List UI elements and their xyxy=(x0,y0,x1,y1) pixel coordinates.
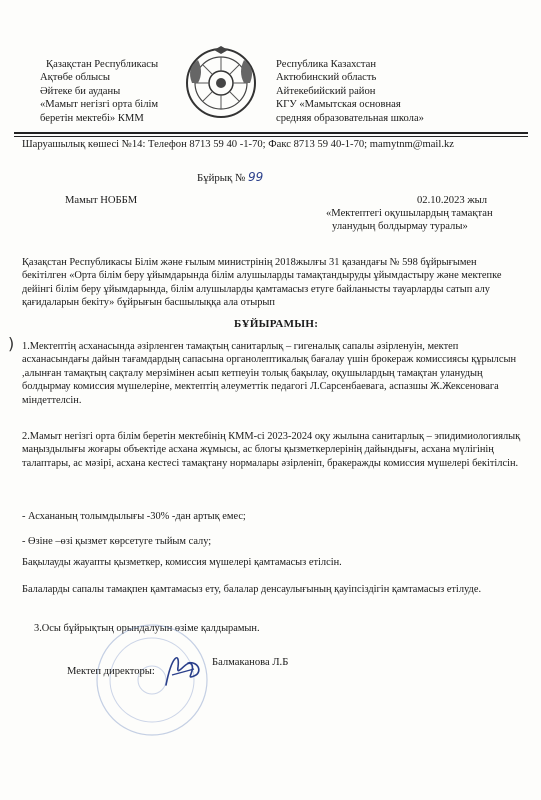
handwritten-signature xyxy=(158,645,208,695)
header-left-line: Қазақстан Республикасы xyxy=(46,59,159,70)
director-label: Мектеп директоры: xyxy=(67,666,155,677)
decree-title: БҰЙЫРАМЫН: xyxy=(234,318,319,330)
intro-paragraph: Қазақстан Республикасы Білім және ғылым министрінің 2018жылғы 31 қазандағы № 598 бұйрығымен бекітілген «Орта білім беру ұйымдарында білім алушыларды тамақтандыруды ұйымдастыру және мектепке дейінгі білім беру ұйымдарында, білім алушыларды қамтамасыз етуге байланысты тауарларды сатып алу қағидаларын бекіту» бұйрығын басшылыққа ала отырып xyxy=(22,257,502,308)
header-left-line: Ақтөбе облысы xyxy=(40,72,110,84)
header-left-line: Әйтеке би ауданы xyxy=(40,85,121,97)
order-number-value: 99 xyxy=(247,170,264,184)
order-subject xyxy=(326,207,526,233)
bullet-self-service: - Өзіне –өзі қызмет көрсетуге тыйым салу; xyxy=(22,536,212,547)
order-number xyxy=(197,170,263,184)
contact-line: Шаруашылық көшесі №14: Телефон 8713 59 40 -1-70; Факс 8713 59 40-1-70; mamytnm@mail.kz xyxy=(22,139,454,150)
order-item-3: 3.Осы бұйрықтың орындалуын өзіме қалдырамын. xyxy=(34,623,260,634)
state-emblem-icon xyxy=(184,46,258,120)
director-name: Балмаканова Л.Б xyxy=(212,657,289,668)
header-right-line: Актюбинский область xyxy=(276,72,377,84)
margin-mark: ) xyxy=(8,334,15,353)
header-russian xyxy=(276,58,516,125)
header-right-line: Айтекебийский район xyxy=(276,85,376,97)
header-right-line: средняя образовательная школа» xyxy=(276,112,424,124)
organization-name: Мамыт НОББМ xyxy=(65,195,138,206)
bullet-responsible: Бақылауды жауапты қызметкер, комиссия мүшелері қамтамасыз етілсін. xyxy=(22,557,342,568)
subject-line: уланудың болдырмау туралы» xyxy=(332,221,468,232)
header-left-line: беретін мектебі» КММ xyxy=(40,112,144,124)
header-divider xyxy=(14,132,528,134)
header-kazakh xyxy=(40,58,190,125)
order-item-children: Балаларды сапалы тамақпен қамтамасыз ету, балалар денсаулығының қауіпсіздігін қамтамасыз етілуде. xyxy=(22,584,482,595)
header-right-line: КГУ «Мамытская основная xyxy=(276,99,401,111)
order-date: 02.10.2023 жыл xyxy=(417,195,488,206)
header-left-line: «Мамыт негізгі орта білім xyxy=(40,99,159,111)
header-divider-thin xyxy=(14,136,528,137)
order-item-1: 1.Мектептің асханасында әзірленген тамақтың санитарлық – гигеналық сапалы әзірленуін, мектеп асханасындағы дайын тағамдардың сапасына органолептикалық бағалау үшін брокераж комиссиясы құрылсын ,алынған тамақтың сақталу мерзімінен асып кетпеуін толық бақылау, оқушылардың тамақтан уланудың болдырмау комиссия мүшелеріне, мектептің әлеуметтік педагогі Л.Сарсенбаевага, аспазшы Ж.Жексеновага міндеттелсін. xyxy=(22,341,517,406)
order-item-2: 2.Мамыт негізгі орта білім беретін мектебінің КММ-сі 2023-2024 оқу жылына санитарлық – эпидимиологиялық маңыздылығы жоғары объектіде асхана жұмысы, ас блогы қызметкерлерінің дайындығы, асхана мүлігінің талаптары, ас мәзірі, асхана кестесі тамақтану нормалары әзірленіп, бракеражды комиссия мүшелері бекітілсін. xyxy=(22,431,521,469)
order-label: Бұйрық № xyxy=(197,172,246,184)
bullet-capacity: - Асхананың толымдылығы -30% -дан артық емес; xyxy=(22,511,246,522)
subject-line: «Мектептегі оқушылардың тамақтан xyxy=(326,208,493,219)
header-right-line: Республика Казахстан xyxy=(276,59,377,70)
